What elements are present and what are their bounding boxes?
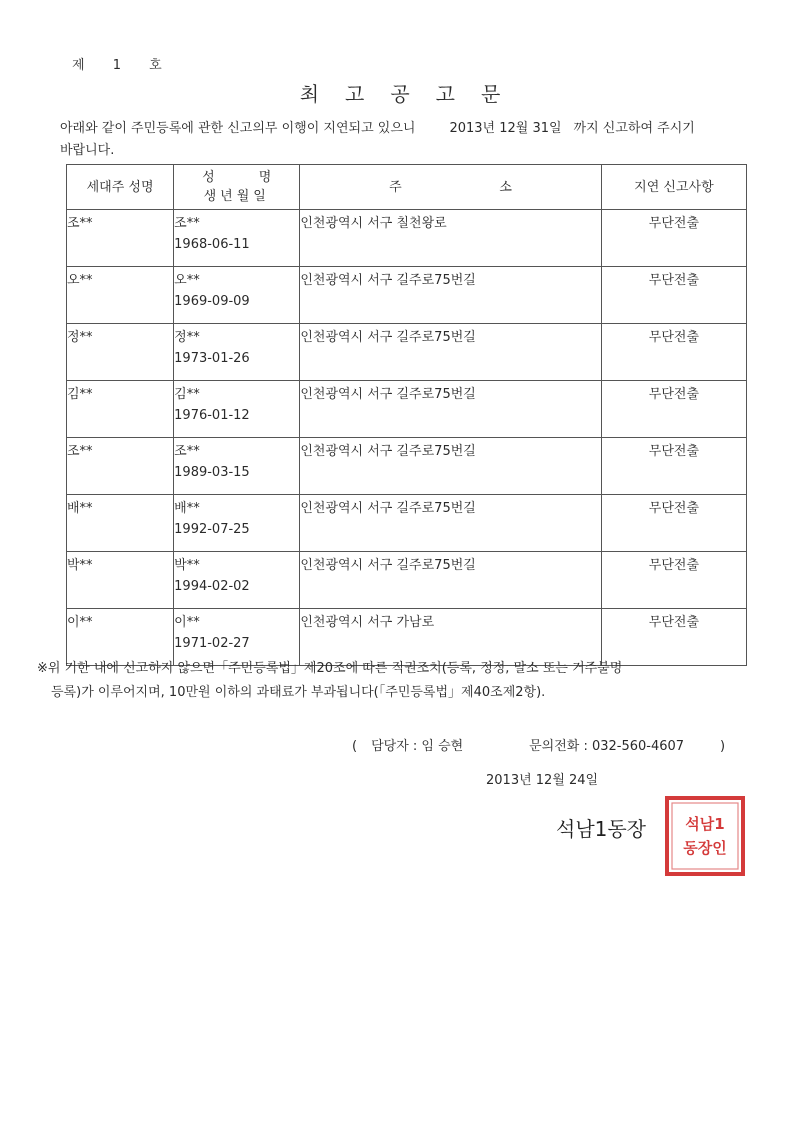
cell-name-birth [174, 552, 300, 609]
cell-name: 박** [174, 558, 200, 573]
cell-householder: 조** [67, 210, 174, 267]
table-row [67, 495, 747, 552]
cell-status: 무단전출 [601, 552, 746, 609]
header-address-2: 소 [499, 179, 512, 195]
cell-name-birth [174, 438, 300, 495]
issue-date: 2013년 12월 24일 [486, 773, 599, 788]
intro-text-before: 아래와 같이 주민등록에 관한 신고의무 이행이 지연되고 있으니 [60, 121, 416, 136]
intro-text-line2: 바랍니다. [60, 143, 115, 158]
cell-birth: 1968-06-11 [174, 237, 250, 252]
cell-name: 오** [174, 273, 200, 288]
svg-text:석남1: 석남1 [685, 815, 725, 833]
cell-address: 인천광역시 서구 가남로 [300, 609, 601, 666]
cell-name: 조** [174, 216, 200, 231]
registration-table [66, 164, 747, 666]
table-row [67, 324, 747, 381]
cell-birth: 1989-03-15 [174, 465, 250, 480]
cell-name: 이** [174, 615, 200, 630]
header-householder: 세대주 성명 [67, 165, 174, 210]
contact-open-paren: ( [352, 739, 358, 754]
table-header-row [67, 165, 747, 210]
cell-status: 무단전출 [601, 609, 746, 666]
intro-paragraph [60, 118, 760, 162]
table-row [67, 552, 747, 609]
header-address-1: 주 [389, 179, 402, 195]
cell-householder: 김** [67, 381, 174, 438]
cell-name-birth [174, 381, 300, 438]
contact-close-paren: ) [720, 739, 726, 754]
cell-address: 인천광역시 서구 길주로75번길 [300, 438, 601, 495]
cell-birth: 1973-01-26 [174, 351, 250, 366]
cell-address: 인천광역시 서구 길주로75번길 [300, 324, 601, 381]
contact-manager: 담당자 : 임 승현 [371, 739, 464, 754]
cell-householder: 배** [67, 495, 174, 552]
legal-notice [37, 657, 757, 705]
table-row [67, 210, 747, 267]
cell-name-birth [174, 267, 300, 324]
cell-birth: 1994-02-02 [174, 579, 250, 594]
intro-text-after: 까지 신고하여 주시기 [573, 121, 695, 136]
cell-householder: 이** [67, 609, 174, 666]
cell-householder: 조** [67, 438, 174, 495]
table-row [67, 267, 747, 324]
svg-text:동장인: 동장인 [683, 839, 727, 857]
table-row [67, 438, 747, 495]
cell-address: 인천광역시 서구 길주로75번길 [300, 495, 601, 552]
cell-householder: 정** [67, 324, 174, 381]
cell-birth: 1976-01-12 [174, 408, 250, 423]
contact-phone: 문의전화 : 032-560-4607 [529, 739, 685, 754]
cell-status: 무단전출 [601, 324, 746, 381]
cell-birth: 1971-02-27 [174, 636, 250, 651]
cell-status: 무단전출 [601, 438, 746, 495]
cell-status: 무단전출 [601, 381, 746, 438]
header-address [300, 165, 601, 210]
issuer-name: 석남1동장 [556, 817, 647, 841]
cell-address: 인천광역시 서구 길주로75번길 [300, 552, 601, 609]
cell-address: 인천광역시 서구 칠천왕로 [300, 210, 601, 267]
header-birth: 생년월일 [203, 189, 270, 204]
cell-name: 정** [174, 330, 200, 345]
cell-name-birth [174, 324, 300, 381]
contact-info [352, 735, 725, 754]
page-title: 최고공고문 [299, 82, 527, 106]
header-status: 지연 신고사항 [601, 165, 746, 210]
cell-birth: 1992-07-25 [174, 522, 250, 537]
cell-name: 김** [174, 387, 200, 402]
cell-birth: 1969-09-09 [174, 294, 250, 309]
cell-name-birth [174, 210, 300, 267]
cell-status: 무단전출 [601, 267, 746, 324]
header-name-birth [174, 165, 300, 210]
cell-name-birth [174, 495, 300, 552]
cell-name: 조** [174, 444, 200, 459]
cell-status: 무단전출 [601, 495, 746, 552]
legal-notice-line2: 등록)가 이루어지며, 10만원 이하의 과태료가 부과됩니다(「주민등록법」제40조제2항). [51, 685, 546, 700]
intro-due-date: 2013년 12월 31일 [449, 121, 562, 136]
cell-status: 무단전출 [601, 210, 746, 267]
cell-address: 인천광역시 서구 길주로75번길 [300, 267, 601, 324]
table-row [67, 381, 747, 438]
official-seal-icon [664, 795, 746, 877]
cell-address: 인천광역시 서구 길주로75번길 [300, 381, 601, 438]
document-number: 제 1 호 [72, 58, 162, 73]
header-name: 성 명 [202, 170, 272, 185]
legal-notice-line1: ※위 기한 내에 신고하지 않으면「주민등록법」제20조에 따른 직권조치(등록, 정정, 말소 또는 거주불명 [37, 661, 623, 676]
cell-name: 배** [174, 501, 200, 516]
cell-householder: 박** [67, 552, 174, 609]
cell-householder: 오** [67, 267, 174, 324]
